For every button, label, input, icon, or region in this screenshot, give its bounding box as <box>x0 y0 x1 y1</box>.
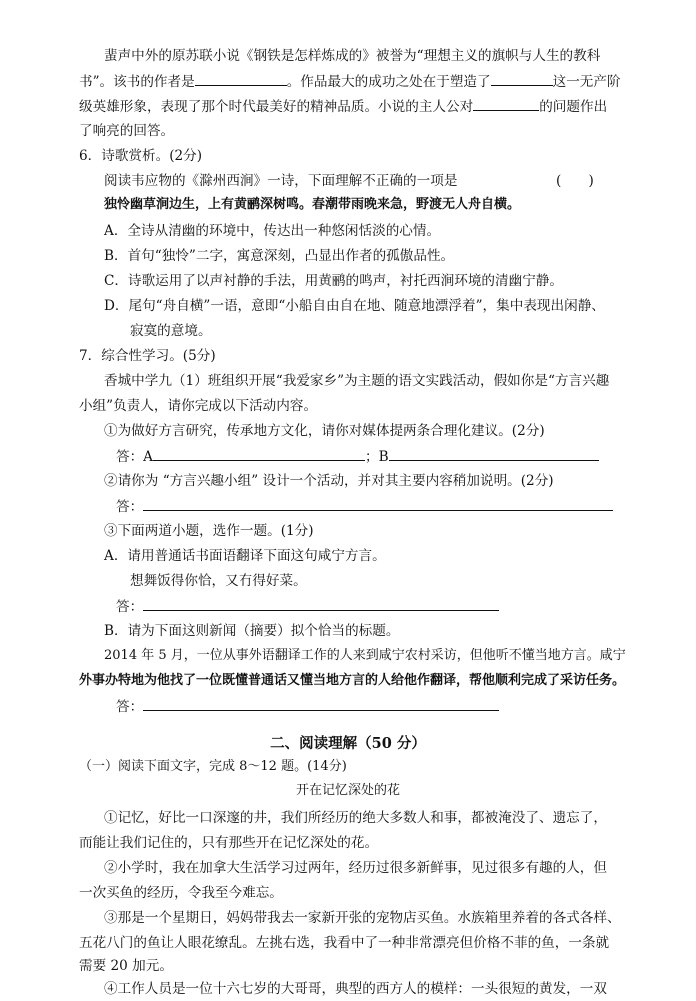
q7-sub-b: B．请为下面这则新闻（摘要）拟个恰当的标题。 <box>104 623 400 639</box>
answer-blank-translation[interactable] <box>143 596 499 611</box>
answer-label: 答： <box>116 599 144 615</box>
q7-intro-cont: 小组”负责人，请你完成以下活动内容。 <box>79 398 318 414</box>
answer-label: 答： <box>116 699 144 715</box>
q6-bracket: ( ) <box>556 173 594 189</box>
q5-text: 。作品最大的成功之处在于塑造了 <box>286 74 491 90</box>
paragraph-3-cont: 五花八门的鱼让人眼花缭乱。左挑右选，我看中了一种非常漂亮但价格不菲的鱼，一条就 <box>79 935 610 951</box>
q5-text: 这一无产阶 <box>552 74 621 90</box>
q7-answer-b <box>116 696 696 718</box>
q6-stem: 阅读韦应物的《滁州西涧》一诗，下面理解不正确的一项是 <box>104 173 458 189</box>
q7-answer1 <box>116 446 696 468</box>
answer-label: 答： <box>116 499 144 515</box>
q7-heading: 7．综合性学习。(5分) <box>79 348 216 364</box>
answer-blank-question[interactable] <box>473 96 539 111</box>
q7-answer-a <box>116 596 696 618</box>
q5-text: 级英雄形象，表现了那个时代最美好的精神品质。小说的主人公对 <box>79 99 474 115</box>
q5-line1: 蜚声中外的原苏联小说《钢铁是怎样炼成的》被誉为“理想主义的旗帜与人生的教科 <box>104 48 601 64</box>
q7-news-cont: 外事办特地为他找了一位既懂普通话又懂当地方言的人给他作翻译，帮他顺利完成了采访任务。 <box>79 673 626 688</box>
q7-news: 2014 年 5 月，一位从事外语翻译工作的人来到咸宁农村采访，但他听不懂当地方言。咸宁 <box>104 648 626 663</box>
paragraph-1: ①记忆，好比一口深邃的井，我们所经历的绝大多数人和事，都被淹没了、遗忘了， <box>104 810 607 826</box>
q6-heading: 6．诗歌赏析。(2分) <box>79 148 203 164</box>
q7-sub-a: A．请用普通话书面语翻译下面这句咸宁方言。 <box>104 548 386 564</box>
q5-text: 的问题作出 <box>539 99 608 115</box>
q7-sub3: ③下面两道小题，选作一题。(1分) <box>104 523 314 539</box>
answer-blank-b[interactable] <box>389 446 599 461</box>
article-title: 开在记忆深处的花 <box>295 783 400 798</box>
q5-text: 书”。该书的作者是 <box>79 74 195 90</box>
paragraph-1-cont: 而能让我们记住的，只有那些开在记忆深处的花。 <box>79 835 379 851</box>
paragraph-2: ②小学时，我在加拿大生活学习过两年，经历过很多新鲜事，见过很多有趣的人，但 <box>104 860 607 876</box>
section-title: 二、阅读理解（50 分） <box>270 735 426 752</box>
q5-line4: 了响亮的回答。 <box>79 123 175 139</box>
paragraph-3-end: 需要 20 加元。 <box>79 958 173 974</box>
paragraph-3: ③那是一个星期日，妈妈带我去一家新开张的宠物店买鱼。水族箱里养着的各式各样、 <box>104 910 621 926</box>
q7-sub1: ①为做好方言研究，传承地方文化，请你对媒体提两条合理化建议。(2分) <box>104 423 545 439</box>
q6-option-d-cont: 寂寞的意境。 <box>130 323 212 339</box>
q7-intro: 香城中学九（1）班组织开展“我爱家乡”为主题的语文实践活动，假如你是“方言兴趣 <box>104 373 610 389</box>
q7-sub2: ②请你为 “方言兴趣小组” 设计一个活动，并对其主要内容稍加说明。(2分) <box>104 473 554 489</box>
answer-label: ；B <box>365 449 389 465</box>
q6-poem: 独怜幽草涧边生，上有黄鹂深树鸣。春潮带雨晚来急，野渡无人舟自横。 <box>104 197 521 212</box>
answer-blank-hero[interactable] <box>491 71 553 86</box>
q5-line2 <box>79 71 696 93</box>
q7-answer2 <box>116 496 696 518</box>
q5-line3 <box>79 96 696 118</box>
paragraph-2-cont: 一次买鱼的经历，令我至今难忘。 <box>79 885 283 901</box>
q6-option-c: C．诗歌运用了以声衬静的手法，用黄鹂的鸣声，衬托西涧环境的清幽宁静。 <box>104 273 563 289</box>
answer-blank-a[interactable] <box>153 446 365 461</box>
reading-part-heading: （一）阅读下面文字，完成 8～12 题。(14分) <box>79 759 347 774</box>
paragraph-4: ④工作人员是一位十六七岁的大哥哥，典型的西方人的模样：一头很短的黄发，一双 <box>104 981 607 997</box>
answer-blank-headline[interactable] <box>143 696 499 711</box>
q7-sub-a-quote: 想舞饭得你恰，又冇得好菜。 <box>130 573 307 589</box>
q6-option-d: D．尾句“舟自横”一语，意即“小船自由自在地、随意地漂浮着”，集中表现出闲静、 <box>104 298 605 314</box>
q6-option-a: A．全诗从清幽的环境中，传达出一种悠闲恬淡的心情。 <box>104 223 441 239</box>
answer-blank-activity[interactable] <box>143 496 613 511</box>
answer-blank-author[interactable] <box>195 71 287 86</box>
q6-option-b: B．首句“独怜”二字，寓意深刻，凸显出作者的孤傲品性。 <box>104 248 455 264</box>
answer-label: 答：A <box>116 449 154 465</box>
